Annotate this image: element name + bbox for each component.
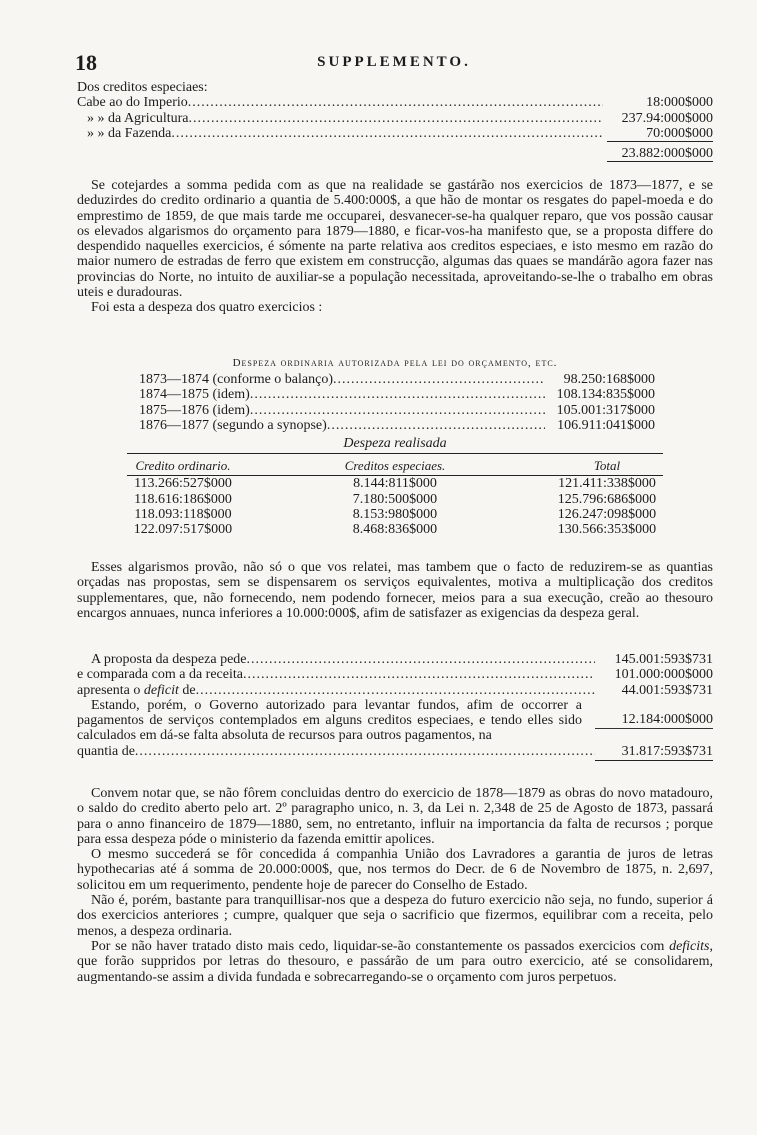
credito-value: 70:000$000 (646, 125, 713, 141)
table-cell: 8.468:836$000 (352, 522, 438, 538)
paragraph-5-text: O mesmo succederá se fôr concedida á companhia União dos Lavradores a garantia de juros de letras hypothecarias até á somma de 20.000:000$, que, nos termos do Decr. de 6 de Novembro de 1875, n. 2,697, solicitou em um requerimento, pendente hoje de parecer do Conselho de Estado. (77, 847, 713, 893)
authorized-row (139, 418, 655, 433)
table-cell: 8.153:980$000 (352, 507, 438, 523)
table-row (77, 476, 713, 491)
credito-label: Cabe ao do Imperio (77, 95, 188, 111)
calc-value: 44.001:593$731 (621, 682, 713, 698)
table-cell: 125.796:686$000 (557, 491, 657, 507)
closing-paragraphs (77, 786, 713, 985)
total-rule (607, 161, 713, 162)
table-row (77, 492, 713, 507)
calc-row (77, 683, 713, 698)
table-row (77, 507, 713, 522)
calc-label: e comparada com a da receita (77, 667, 243, 683)
authorized-row (139, 372, 655, 387)
column-header: Total (593, 458, 621, 474)
table-cell: 121.411:338$000 (558, 476, 656, 492)
table-cell: 7.180:500$000 (352, 491, 438, 507)
table-row (77, 522, 713, 537)
calc-label: apresenta o deficit de (77, 682, 196, 698)
authorized-label: 1875—1876 (idem) (139, 402, 250, 418)
table-title: Despeza ordinaria autorizada pela lei do orçamento, etc. (232, 357, 558, 369)
authorized-row (139, 387, 655, 402)
balance-calculation (77, 652, 713, 761)
page-title: SUPPLEMENTO. (317, 54, 471, 70)
authorized-value: 98.250:168$000 (563, 372, 655, 387)
credito-label: » » da Fazenda (87, 125, 172, 141)
calc-row (77, 744, 713, 759)
paragraph-4-text: Convem notar que, se não fôrem concluidas dentro do exercicio de 1878—1879 as obras do novo matadouro, o saldo do credito aberto pelo art. 2º paragrapho unico, n. 3, da Lei n. 2,348 de 25 de Agosto de 1873, passará para o anno financeiro de 1879—1880, sem, no entretanto, influir na importancia da falta de recursos ; porque para essa despeza póde o ministerio da fazenda emittir apolices. (77, 786, 713, 847)
authorized-label: 1874—1875 (idem) (139, 387, 250, 403)
credito-row (77, 95, 713, 110)
paragraph-3 (77, 560, 713, 621)
calc-value: 145.001:593$731 (614, 652, 713, 667)
table-subtitle: Despeza realisada (343, 436, 447, 452)
creditos-section (77, 80, 713, 162)
table-cell: 122.097:517$000 (133, 522, 233, 538)
paragraph-2-text: Foi esta a despeza dos quatro exercicios : (91, 300, 323, 316)
calc-value: 101.000:000$000 (595, 667, 713, 682)
expense-table (77, 355, 713, 538)
table-cell: 118.616:186$000 (134, 491, 232, 507)
calc-label: A proposta da despeza pede (91, 652, 247, 667)
column-header: Creditos especiaes. (344, 458, 446, 474)
authorized-value: 108.134:835$000 (556, 387, 655, 403)
authorized-label: 1876—1877 (segundo a synopse) (139, 417, 327, 433)
table-cell: 130.566:353$000 (557, 522, 657, 538)
table-rule (127, 453, 663, 454)
credito-value: 237.94:000$000 (621, 110, 713, 126)
credito-row (77, 126, 713, 141)
page-number: 18 (75, 50, 97, 75)
table-cell: 8.144:811$000 (353, 476, 437, 492)
calc-value: 31.817:593$731 (621, 743, 713, 759)
column-header: Credito ordinario. (135, 458, 231, 474)
paragraph-7-text: Por se não haver tratado disto mais cedo, liquidar-se-ão constantemente os passados exercicios com deficits, que forão suppridos por letras do thesouro, e passárão de um para outro exercicio, até se consolidarem, augmentando-se assim a divida fundada e sobrecarregando-se o orçamento com juros perpetuos. (77, 938, 713, 985)
paragraph-3-text: Esses algarismos provão, não só o que vos relatei, mas tambem que o facto de reduzirem-se as quantias orçadas nas propostas, sem se dispensarem os serviços equivalentes, motiva a multiplicação dos creditos supplementares, que, não fornecendo, nem podendo fornecer, meios para a sua execução, creão ao thesouro encargos annuaes, nunca inferiores a 10.000:000$, afim de satisfazer as exigencias da despeza geral. (77, 560, 713, 621)
paragraph-6-text: Não é, porém, bastante para tranquillisar-nos que a despeza do futuro exercicio não seja, no fundo, superior á dos exercicios anteriores ; cumpre, qualquer que seja o sacrificio que fizermos, equilibrar com a receita, pelo menos, a despeza ordinaria. (77, 893, 713, 939)
authorized-value: 105.001:317$000 (556, 402, 655, 418)
table-cell: 126.247:098$000 (557, 507, 657, 523)
calc-row (77, 652, 713, 667)
creditos-total: 23.882:000$000 (621, 146, 713, 162)
calc-label: quantia de (77, 743, 135, 759)
table-cell: 118.093:118$000 (134, 507, 232, 523)
calc-row (77, 667, 713, 682)
creditos-heading: Dos creditos especiaes: (77, 80, 208, 95)
credito-row (77, 111, 713, 126)
final-rule (595, 760, 713, 761)
authorized-value: 106.911:041$000 (557, 417, 655, 433)
paragraph-1 (77, 178, 713, 316)
table-cell: 113.266:527$000 (134, 476, 232, 492)
credito-value: 18:000$000 (646, 95, 713, 111)
paragraph-1-text: Se cotejardes a somma pedida com as que na realidade se gastárão nos exercicios de 1873—1877, e se deduzirdes do credito ordinario a quantia de 5.400:000$, a que hão de montar os resgates do papel-moeda e do emprestimo de 1859, de que mais tarde me occuparei, desvanecer-se-ha qualquer reparo, que vos possão causar os elevados algarismos do orçamento para 1879—1880, e ficar-vos-ha manifesto que, se a proposta differe do despendido naquelles exercicios, é sómente na parte relativa aos creditos especiaes, e isto mesmo em razão do maior numero de estradas de ferro que existem em construcção, algumas das quaes se mandárão agora fazer nas provincias do Norte, no intuito de auxiliar-se a população necessitada, aproveitando-se-lhe o trabalho em obras uteis e duradouras. (77, 178, 713, 301)
calc-row (77, 698, 713, 744)
table-header-row (77, 458, 713, 473)
authorized-row (139, 403, 655, 418)
calc-text: Estando, porém, o Governo autorizado para levantar fundos, afim de occorrer a pagamentos de serviços contemplados em alguns creditos especiaes, e tendo elles sido calculados em dá-se falta absoluta de recursos para outros pagamentos, na (77, 697, 582, 744)
authorized-label: 1873—1874 (conforme o balanço) (139, 372, 333, 387)
calc-value: 12.184:000$000 (595, 712, 713, 728)
sum-rule (607, 141, 713, 142)
credito-label: » » da Agricultura (87, 110, 189, 126)
page-header (75, 50, 713, 76)
